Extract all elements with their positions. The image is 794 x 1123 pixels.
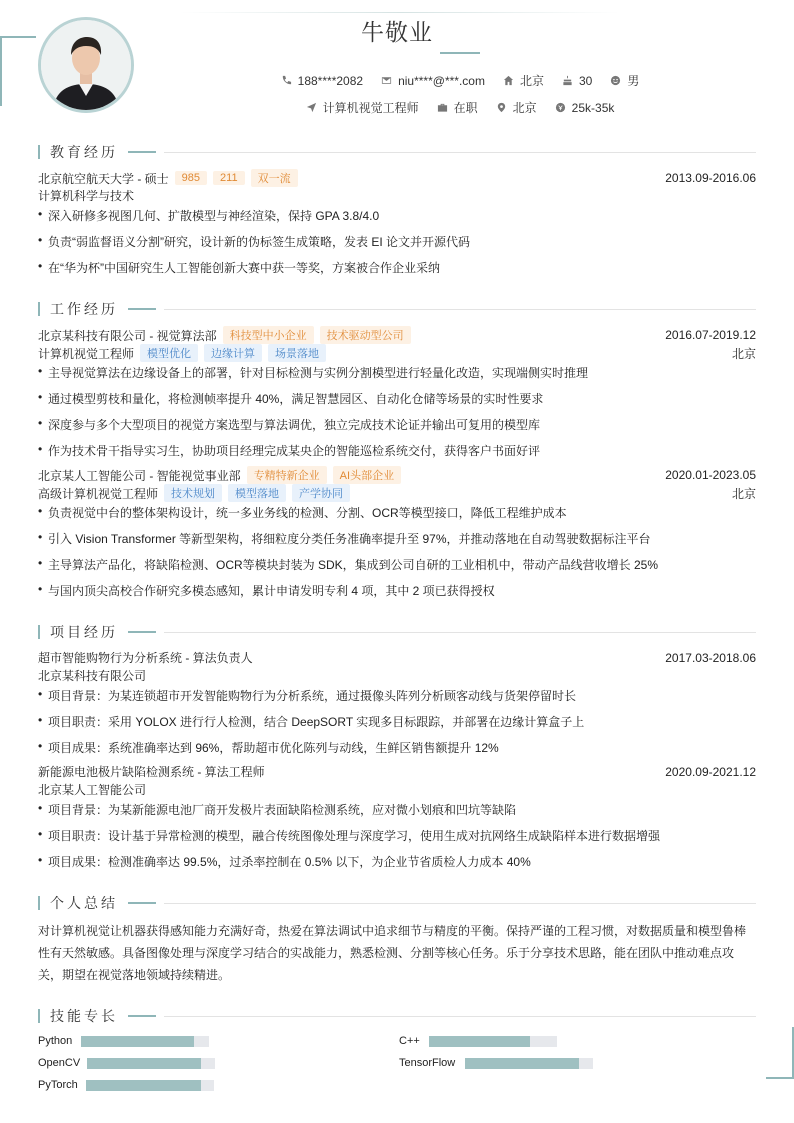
list-item: • 项目职责：设计基于异常检测的模型，融合传统图像处理与深度学习，使用生成对抗网络生成缺陷样本进行数据增强 [38, 827, 661, 843]
work-title-row [38, 484, 756, 502]
job-tag: 产学协同 [292, 484, 350, 502]
company-tag: 技术驱动型公司 [320, 326, 411, 344]
skill-bar-fill [81, 1036, 194, 1047]
section-accent-line [128, 631, 156, 633]
skill-bar [81, 1036, 209, 1047]
list-item: • 深度参与多个大型项目的视觉方案选型与算法调优，独立完成技术论证并输出可复用的模型库 [38, 416, 541, 432]
list-item: • 在“华为杯”中国研究生人工智能创新大赛中获一等奖，方案被合作企业采纳 [38, 259, 440, 275]
list-item: • 项目成果：系统准确率达到 96%，帮助超市优化陈列与动线，生鲜区销售额提升 12% [38, 739, 499, 755]
work-header [38, 326, 756, 344]
project-name: 新能源电池极片缺陷检测系统 - 算法工程师 [38, 765, 265, 779]
list-item: • 项目成果：检测准确率达 99.5%，过杀率控制在 0.5% 以下，为企业节省质检人力成本 40% [38, 853, 531, 869]
skill-bar [87, 1058, 215, 1069]
job-title: 高级计算机视觉工程师 [38, 486, 159, 501]
section-title-skills [38, 1006, 756, 1026]
company-tag: 科技型中小企业 [223, 326, 314, 344]
section-divider [164, 632, 756, 633]
section-divider [164, 309, 756, 310]
work-date: 2020.01-2023.05 [665, 468, 756, 482]
section-title-work [38, 299, 756, 319]
work-location: 北京 [731, 346, 756, 361]
location-pin-icon [496, 102, 507, 113]
summary-text: 对计算机视觉让机器获得感知能力充满好奇，热爱在算法调试中追求细节与精度的平衡。保持严谨的工程习惯，对数据质量和模型鲁棒性有天然敏感。具备图像处理与深度学习结合的实战能力，熟悉检测、分割等核心任务。乐于分享技术思路，能在团队中推动难点攻关，期望在视觉落地领域持续精进。 [38, 924, 747, 982]
gender-value: 男 [627, 74, 640, 88]
send-icon [306, 102, 317, 113]
salary-info [555, 99, 615, 116]
contact-row [0, 72, 794, 89]
skill-bar [429, 1036, 557, 1047]
skill-bar [86, 1080, 214, 1091]
section-accent-line [128, 1015, 156, 1017]
city-info [503, 72, 544, 89]
age-value: 30 [578, 73, 593, 88]
work-title-row [38, 344, 756, 362]
company-tag: 专精特新企业 [247, 466, 327, 484]
email-info [381, 72, 485, 89]
section-title-text: 工作经历 [50, 301, 118, 317]
list-item: • 与国内顶尖高校合作研究多模态感知，累计申请发明专利 4 项，其中 2 项已获得授权 [38, 582, 495, 598]
skill-bar [465, 1058, 593, 1069]
skill-bar-fill [87, 1058, 201, 1069]
gender-info [610, 72, 639, 89]
top-decor-line [180, 12, 620, 13]
skill-name: C++ [399, 1035, 420, 1047]
list-item: • 负责“弱监督语义分割”研究，设计新的伪标签生成策略，发表 EI 论文并开源代码 [38, 233, 471, 249]
section-title-text: 项目经历 [50, 624, 118, 640]
position-value: 计算机视觉工程师 [322, 101, 419, 115]
smile-icon [610, 75, 621, 86]
coin-icon [555, 102, 566, 113]
briefcase-icon [437, 102, 448, 113]
phone-info [281, 72, 363, 89]
name-underline [440, 52, 480, 54]
section-divider [164, 903, 756, 904]
project-header [38, 649, 756, 666]
cake-icon [562, 75, 573, 86]
section-bar [38, 145, 40, 159]
email-address: niu****@***.com [398, 73, 485, 88]
job-intent-row [0, 99, 794, 116]
corner-decor-bottom-right [766, 1077, 794, 1079]
school-tag: 985 [175, 171, 207, 185]
project-company-row [38, 667, 756, 684]
candidate-name: 牛敬业 [361, 19, 433, 45]
city-value: 北京 [519, 74, 544, 88]
age-info [562, 72, 592, 89]
status-value: 在职 [453, 101, 478, 115]
section-bar [38, 625, 40, 639]
mail-icon [381, 75, 392, 86]
skill-cpp [399, 1035, 557, 1047]
section-bar [38, 302, 40, 316]
section-title-text: 教育经历 [50, 144, 118, 160]
target-city-value: 北京 [512, 101, 537, 115]
skill-opencv [38, 1057, 215, 1069]
list-item: • 深入研修多视图几何、扩散模型与神经渲染，保持 GPA 3.8/4.0 [38, 207, 380, 223]
section-title-projects [38, 622, 756, 642]
company-tag: AI头部企业 [333, 466, 401, 484]
job-tag: 边缘计算 [204, 344, 262, 362]
project-date: 2017.03-2018.06 [665, 650, 756, 665]
school-name: 北京航空航天大学 - 硕士 [38, 171, 169, 186]
skill-name: TensorFlow [399, 1057, 456, 1069]
job-tag: 模型落地 [228, 484, 286, 502]
section-title-text: 个人总结 [50, 895, 118, 911]
list-item: • 作为技术骨干指导实习生，协助项目经理完成某央企的智能巡检系统交付，获得客户书面好评 [38, 442, 541, 458]
education-major-row [38, 187, 756, 204]
phone-icon [281, 75, 292, 86]
home-icon [503, 75, 514, 86]
school-tag: 211 [213, 171, 245, 185]
company-name: 北京某科技有限公司 - 视觉算法部 [38, 328, 217, 343]
status-info [437, 99, 478, 116]
target-city-info [496, 99, 537, 116]
skill-bar-fill [429, 1036, 530, 1047]
section-divider [164, 152, 756, 153]
skill-name: Python [38, 1035, 73, 1047]
section-accent-line [128, 902, 156, 904]
project-name: 超市智能购物行为分析系统 - 算法负责人 [38, 651, 253, 665]
job-tag: 场景落地 [268, 344, 326, 362]
major: 计算机科学与技术 [38, 189, 135, 203]
job-title: 计算机视觉工程师 [38, 346, 135, 361]
skill-name: OpenCV [38, 1057, 81, 1069]
education-date: 2013.09-2016.06 [665, 171, 756, 185]
skill-tensorflow [399, 1057, 593, 1069]
job-tag: 技术规划 [164, 484, 222, 502]
list-item: • 项目职责：采用 YOLOX 进行行人检测，结合 DeepSORT 实现多目标跟踪，并部署在边缘计算盒子上 [38, 713, 585, 729]
project-header [38, 763, 756, 780]
project-company-row [38, 781, 756, 798]
project-company: 北京某人工智能公司 [38, 783, 147, 797]
skill-name: PyTorch [38, 1079, 78, 1091]
list-item: • 通过模型剪枝和量化，将检测帧率提升 40%，满足智慧园区、自动化仓储等场景的实时性要求 [38, 390, 544, 406]
section-divider [164, 1016, 756, 1017]
skill-pytorch [38, 1079, 214, 1091]
job-tag: 模型优化 [140, 344, 198, 362]
list-item: • 主导视觉算法在边缘设备上的部署，针对目标检测与实例分割模型进行轻量化改造，实现端侧实时推理 [38, 364, 589, 380]
skill-bar-fill [465, 1058, 579, 1069]
section-accent-line [128, 151, 156, 153]
section-title-summary [38, 893, 756, 913]
work-location: 北京 [731, 486, 756, 501]
salary-value: 25k-35k [571, 100, 615, 115]
list-item: • 主导算法产品化，将缺陷检测、OCR等模块封装为 SDK，集成到公司自研的工业相机中，带动产品线营收增长 25% [38, 556, 659, 572]
work-date: 2016.07-2019.12 [665, 328, 756, 342]
list-item: • 项目背景：为某连锁超市开发智能购物行为分析系统，通过摄像头阵列分析顾客动线与货架停留时长 [38, 687, 577, 703]
company-name: 北京某人工智能公司 - 智能视觉事业部 [38, 468, 241, 483]
list-item: • 项目背景：为某新能源电池厂商开发极片表面缺陷检测系统，应对微小划痕和凹坑等缺陷 [38, 801, 517, 817]
section-bar [38, 1009, 40, 1023]
phone-number: 188****2082 [297, 73, 364, 88]
skill-bar-fill [86, 1080, 201, 1091]
project-company: 北京某科技有限公司 [38, 669, 147, 683]
section-accent-line [128, 308, 156, 310]
section-title-education [38, 142, 756, 162]
project-date: 2020.09-2021.12 [665, 764, 756, 779]
skill-python [38, 1035, 209, 1047]
work-header [38, 466, 756, 484]
section-title-text: 技能专长 [50, 1008, 118, 1024]
school-tag: 双一流 [251, 169, 298, 187]
education-header [38, 169, 756, 187]
position-info [306, 99, 419, 116]
list-item: • 引入 Vision Transformer 等新型架构，将细粒度分类任务准确率提升至 97%，并推动落地在自动驾驶数据标注平台 [38, 530, 651, 546]
section-bar [38, 896, 40, 910]
list-item: • 负责视觉中台的整体架构设计，统一多业务线的检测、分割、OCR等模型接口，降低工程维护成本 [38, 504, 567, 520]
